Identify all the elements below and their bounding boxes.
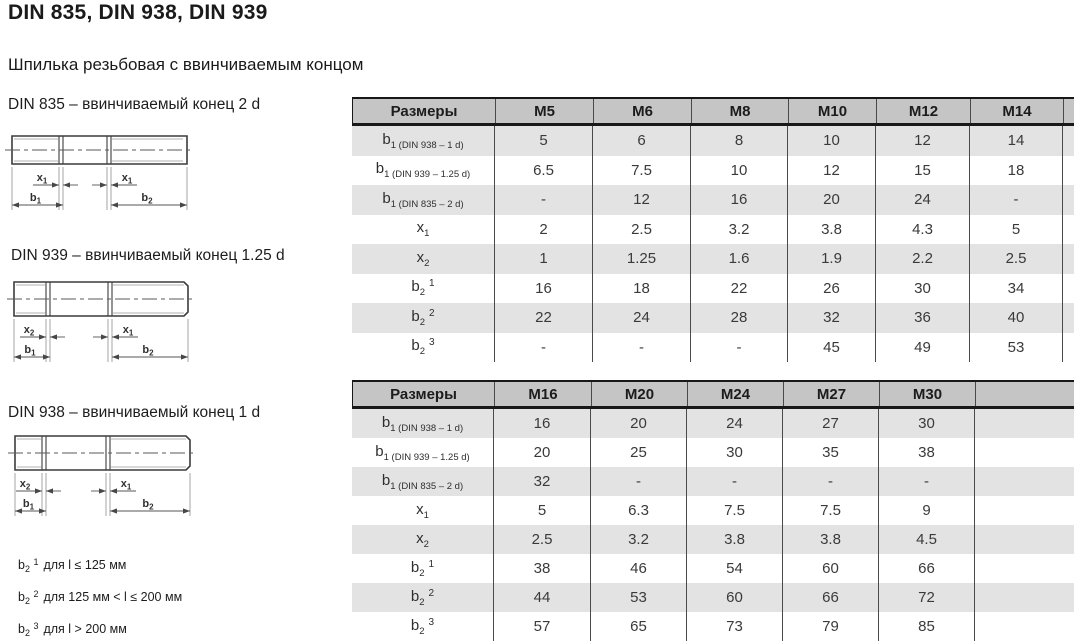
table-header-cell: M12 [876,99,970,123]
table-cell: 54 [686,554,782,583]
row-label [352,274,494,304]
table-cell: 1 [494,244,592,274]
table-header-cell: M27 [783,382,879,406]
table-cell [974,496,1073,525]
table-cell: - [590,467,686,496]
table-cell: 38 [493,554,590,583]
dim-label-x-right: $x_1$ [122,324,134,338]
table-cell: 2.2 [875,244,969,274]
table-cell: 53 [969,333,1062,363]
table-cell: 26 [787,274,875,304]
row-label-text: $x_1$ [416,219,430,240]
table-cell: 6.5 [494,156,592,186]
table-cell [1062,126,1073,156]
row-label [352,156,494,186]
table-cell: 24 [875,185,969,215]
table-cell: 16 [493,409,590,438]
table-cell: 1.25 [592,244,690,274]
footnote-symbol: b [18,622,25,636]
dimensions-table-m16-m30 [352,380,1074,641]
table-cell: - [494,333,592,363]
dimension-arrow [39,508,46,513]
table-header-cell [1063,99,1074,123]
table-cell [1062,156,1073,186]
footnote-b2-2 [18,589,182,606]
table-cell: - [782,467,878,496]
table-row [352,409,1074,438]
table-cell: 15 [875,156,969,186]
table-row [352,156,1074,186]
row-label-text: $b_2^1$ [410,558,435,579]
table-cell: 6 [592,126,690,156]
table-cell: 10 [787,126,875,156]
table-cell: 9 [878,496,974,525]
row-label [352,554,493,583]
row-label [352,612,493,641]
row-label-text: $b_2^2$ [411,307,435,328]
dimension-arrow [183,508,190,513]
table-cell: 20 [787,185,875,215]
table-cell: 22 [690,274,787,304]
table-row [352,244,1074,274]
table-cell [974,525,1073,554]
table-cell: - [686,467,782,496]
dim-label-x-right: $x_1$ [120,478,132,492]
table-cell: - [878,467,974,496]
footnote-text: для l > 200 мм [43,622,127,636]
table-cell [974,467,1073,496]
table-cell: 32 [493,467,590,496]
dimension-arrow [39,334,46,339]
dimension-arrow [110,508,117,513]
table-cell [1062,244,1073,274]
table-cell [974,438,1073,467]
dimension-arrow [14,354,21,359]
dimension-arrow [110,488,117,493]
dimension-arrow [181,354,188,359]
table-cell: 45 [787,333,875,363]
footnote-subscript: 2 [24,596,30,606]
row-label-text: $b_{1 (DIN 835 - 2 d)}$ [382,189,464,210]
dimension-arrow [35,488,42,493]
table-cell [1062,274,1073,304]
technical-drawing-din939 [2,276,242,368]
dimension-arrow [112,354,119,359]
dim-label-x-left: $x_1$ [36,172,48,186]
dim-label-b2: $b_2$ [142,498,154,512]
table-cell: 1.9 [787,244,875,274]
table-row [352,303,1074,333]
table-cell: 24 [686,409,782,438]
table-cell: 14 [969,126,1062,156]
table-row [352,467,1074,496]
table-cell: 30 [878,409,974,438]
table-cell: 38 [878,438,974,467]
table-cell [974,554,1073,583]
dimension-arrow [56,202,63,207]
row-label [352,303,494,333]
drawing-caption-din938: DIN 938 – ввинчиваемый конец 1 d [8,404,261,421]
table-cell: 44 [493,583,590,612]
table-cell: 85 [878,612,974,641]
table-cell: 34 [969,274,1062,304]
table-cell: 25 [590,438,686,467]
table-cell: - [592,333,690,363]
dim-label-x-left: $x_2$ [19,478,31,492]
table-cell: 2.5 [592,215,690,245]
table-cell: 20 [493,438,590,467]
table-cell [974,583,1073,612]
dimension-arrow [99,488,106,493]
table-row [352,274,1074,304]
table-cell: 7.5 [686,496,782,525]
row-label-text: $b_2^2$ [410,587,435,608]
dim-label-b1: $b_1$ [24,344,36,358]
table-cell: 10 [690,156,787,186]
table-row [352,496,1074,525]
row-label-text: $b_{1 (DIN 835 - 2 d)}$ [381,471,464,492]
dim-label-b2: $b_2$ [142,344,154,358]
footnote-text: для 125 мм < l ≤ 200 мм [43,590,183,604]
page-subtitle: Шпилька резьбовая с ввинчиваемым концом [8,55,364,74]
table-cell: 1.6 [690,244,787,274]
row-label [352,185,494,215]
dim-label-b1: $b_1$ [22,498,35,512]
dimension-arrow [101,334,108,339]
row-label-text: $b_2^1$ [411,278,435,299]
table-row [352,612,1074,641]
footnote-b2-1 [18,557,126,574]
dimension-arrow [12,202,19,207]
dimension-arrow [180,202,187,207]
table-cell: 28 [690,303,787,333]
footnote-subscript: 2 [24,564,30,574]
row-label-text: $x_2$ [416,248,430,269]
table-cell [1062,303,1073,333]
table-cell: 49 [875,333,969,363]
table-cell: 12 [592,185,690,215]
table-header-sizes: Размеры [390,385,457,403]
table-cell: 57 [493,612,590,641]
table-cell [974,612,1073,641]
table-cell: 5 [969,215,1062,245]
page-title: DIN 835, DIN 938, DIN 939 [8,1,268,24]
row-label [352,409,493,438]
drawing-caption-din939: DIN 939 – ввинчиваемый конец 1.25 d [11,247,285,264]
table-cell: 7.5 [782,496,878,525]
table-cell: 16 [690,185,787,215]
dim-label-x-right: $x_1$ [121,172,133,186]
dim-label-b1: $b_1$ [29,192,42,206]
table-cell: 46 [590,554,686,583]
table-cell: - [690,333,787,363]
dimension-arrow [15,508,22,513]
table-cell: 60 [686,583,782,612]
table-row [352,185,1074,215]
table-cell: 30 [875,274,969,304]
row-label [352,244,494,274]
dimension-arrow [111,202,118,207]
table-cell: 36 [875,303,969,333]
table-cell: 73 [686,612,782,641]
table-cell: 12 [787,156,875,186]
table-cell: 27 [782,409,878,438]
table-cell: - [494,185,592,215]
footnote-superscript: 1 [33,557,39,567]
technical-drawing-din835 [2,128,242,220]
table-cell: 3.8 [782,525,878,554]
table-header-row [352,380,1074,409]
dimension-arrow [52,182,59,187]
row-label-text: $x_2$ [416,529,429,550]
footnote-subscript: 2 [24,628,30,638]
table-cell: 2.5 [493,525,590,554]
table-cell: 18 [969,156,1062,186]
table-cell [1062,215,1073,245]
dim-label-b2: $b_2$ [141,192,153,206]
row-label-text: $b_{1 (DIN 938 - 1 d)}$ [382,130,464,151]
table-cell: 4.3 [875,215,969,245]
footnote-b2-3 [18,621,127,638]
table-header-cell: M20 [591,382,687,406]
row-label [352,333,494,363]
table-row [352,333,1074,363]
table-row [352,126,1074,156]
dimension-arrow [46,488,53,493]
footnote-text: для l ≤ 125 мм [43,558,127,572]
row-label-text: $b_2^3$ [411,337,435,358]
table-cell: 40 [969,303,1062,333]
dimension-arrow [111,182,118,187]
row-label-text: $b_2^3$ [410,616,435,637]
row-label [352,583,493,612]
footnote-superscript: 2 [33,589,39,599]
footnote-symbol: b [18,590,25,604]
row-label [352,126,494,156]
table-cell [1062,185,1073,215]
table-cell: 5 [494,126,592,156]
table-cell: 32 [787,303,875,333]
table-header-cell: M16 [494,382,591,406]
table-cell: 18 [592,274,690,304]
table-cell: 3.2 [690,215,787,245]
row-label [352,525,493,554]
row-label-text: $b_{1 (DIN 939 - 1.25 d)}$ [375,442,470,463]
dimension-arrow [43,354,50,359]
table-cell [974,409,1073,438]
table-cell: 22 [494,303,592,333]
dimensions-table-m5-m14 [352,97,1074,362]
table-cell: 53 [590,583,686,612]
table-cell [1062,333,1073,363]
table-header-cell: M6 [593,99,691,123]
table-cell: 20 [590,409,686,438]
table-cell: 72 [878,583,974,612]
table-header-cell: M10 [788,99,876,123]
table-cell: 66 [782,583,878,612]
table-cell: 35 [782,438,878,467]
table-cell: - [969,185,1062,215]
table-row [352,583,1074,612]
table-cell: 3.8 [787,215,875,245]
table-header-cell: M24 [687,382,783,406]
technical-drawing-din938 [2,430,242,522]
row-label [352,467,493,496]
table-row [352,525,1074,554]
table-cell: 30 [686,438,782,467]
row-label-text: $b_{1 (DIN 939 - 1.25 d)}$ [375,160,471,181]
table-header-cell: M30 [879,382,975,406]
table-cell: 5 [493,496,590,525]
table-cell: 16 [494,274,592,304]
table-cell: 65 [590,612,686,641]
table-cell: 8 [690,126,787,156]
table-header-cell [975,382,1074,406]
table-cell: 2 [494,215,592,245]
table-cell: 12 [875,126,969,156]
table-header-cell: M5 [495,99,593,123]
dimension-arrow [50,334,57,339]
table-cell: 3.2 [590,525,686,554]
table-row [352,215,1074,245]
drawing-caption-din835: DIN 835 – ввинчиваемый конец 2 d [8,96,261,113]
row-label [352,215,494,245]
table-header-row [352,97,1074,126]
table-row [352,554,1074,583]
table-cell: 4.5 [878,525,974,554]
table-cell: 79 [782,612,878,641]
table-cell: 66 [878,554,974,583]
table-cell: 24 [592,303,690,333]
footnote-superscript: 3 [33,621,39,631]
table-cell: 6.3 [590,496,686,525]
row-label [352,438,493,467]
table-cell: 3.8 [686,525,782,554]
table-cell: 7.5 [592,156,690,186]
table-header-sizes: Размеры [390,102,458,120]
row-label-text: $x_1$ [416,500,429,521]
dimension-arrow [112,334,119,339]
table-cell: 2.5 [969,244,1062,274]
dimension-arrow [100,182,107,187]
row-label-text: $b_{1 (DIN 938 - 1 d)}$ [381,413,464,434]
table-header-cell: M8 [691,99,788,123]
table-header-cell: M14 [970,99,1063,123]
dim-label-x-left: $x_2$ [23,324,35,338]
table-row [352,438,1074,467]
table-cell: 60 [782,554,878,583]
footnote-symbol: b [18,558,25,572]
row-label [352,496,493,525]
dimension-arrow [63,182,70,187]
